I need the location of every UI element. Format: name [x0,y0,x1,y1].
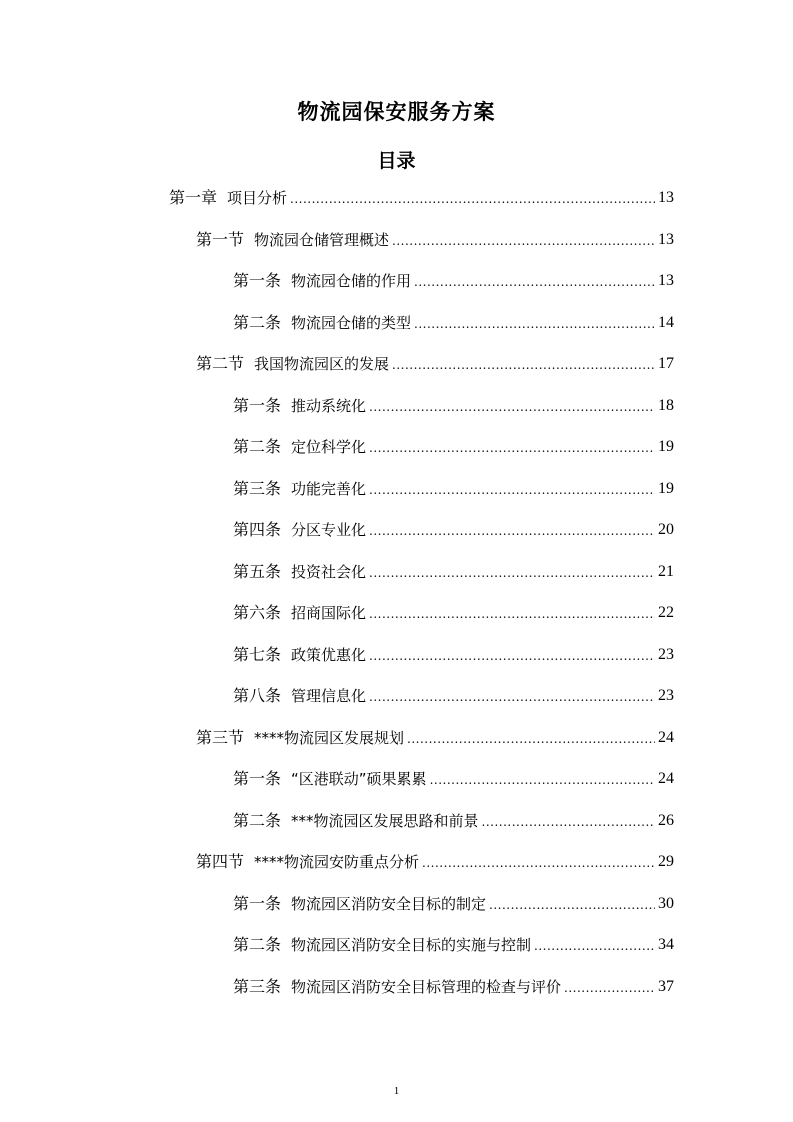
toc-entry[interactable] [233,517,674,543]
toc-dot-leader [369,600,655,626]
toc-dot-leader [534,932,655,958]
toc-entry[interactable] [233,642,674,668]
toc-entry[interactable] [233,932,674,958]
toc-entry-text: 分区专业化 [291,521,367,539]
document-title: 物流园保安服务方案 [297,100,496,124]
toc-entry[interactable] [196,725,674,751]
toc-entry-page: 13 [658,189,674,206]
toc-entry-number: 第一章 [169,188,218,207]
toc-entry-page: 24 [658,729,674,746]
toc-dot-leader [290,185,655,211]
toc-entry-text: 物流园区消防安全目标的制定 [291,895,487,913]
toc-entry-page: 37 [658,978,674,995]
toc-dot-leader [369,517,655,543]
toc-entry-page: 29 [658,853,674,870]
toc-entry[interactable] [233,891,674,917]
toc-entry-page: 19 [658,438,674,455]
toc-entry[interactable] [233,310,674,336]
toc-dot-leader [369,434,655,460]
toc-entry-page: 18 [658,397,674,414]
toc-entry-number: 第七条 [233,645,282,664]
toc-entry-number: 第一条 [233,271,282,290]
toc-entry[interactable] [196,351,674,377]
toc-dot-leader [430,766,655,792]
toc-entry-number: 第一节 [196,230,245,249]
toc-entry[interactable] [196,849,674,875]
toc-dot-leader [414,268,655,294]
toc-entry-text: ***物流园区发展思路和前景 [291,812,479,830]
toc-entry-text: 项目分析 [227,189,288,207]
toc-entry-page: 24 [658,770,674,787]
toc-entry-text: 定位科学化 [291,438,367,456]
toc-dot-leader [564,974,655,1000]
toc-entry-text: 我国物流园区的发展 [254,355,390,373]
toc-entry-page: 21 [658,563,674,580]
toc-entry-text: 物流园区消防安全目标的实施与控制 [291,936,532,954]
toc-entry-number: 第一条 [233,769,282,788]
toc-dot-leader [369,642,655,668]
toc-entry-number: 第一条 [233,396,282,415]
toc-entry-number: 第二节 [196,354,245,373]
toc-entry-text: 物流园仓储的类型 [291,314,412,332]
toc-entry-page: 23 [658,687,674,704]
toc-entry-text: 物流园区消防安全目标管理的检查与评价 [291,978,562,996]
toc-entry-page: 23 [658,646,674,663]
toc-entry-page: 30 [658,895,674,912]
toc-entry-number: 第五条 [233,562,282,581]
toc-entry-number: 第四节 [196,852,245,871]
toc-entry[interactable] [233,974,674,1000]
toc-entry-text: “区港联动”硕果累累 [291,770,427,788]
toc-dot-leader [392,351,655,377]
toc-entry-number: 第三条 [233,977,282,996]
toc-entry-text: ****物流园区发展规划 [254,729,405,747]
toc-entry-page: 17 [658,355,674,372]
toc-entry[interactable] [233,393,674,419]
toc-entry[interactable] [233,476,674,502]
toc-dot-leader [482,808,655,834]
page-number: 1 [393,1085,400,1097]
toc-entry-number: 第二条 [233,811,282,830]
toc-heading: 目录 [377,150,416,172]
toc-dot-leader [489,891,655,917]
toc-entry-number: 第一条 [233,894,282,913]
toc-dot-leader [392,227,655,253]
toc-entry-page: 22 [658,604,674,621]
toc-entry-number: 第三条 [233,479,282,498]
toc-dot-leader [407,725,655,751]
toc-entry-text: 招商国际化 [291,604,367,622]
toc-entry-text: 物流园仓储的作用 [291,272,412,290]
toc-entry[interactable] [196,227,674,253]
toc-entry-text: 投资社会化 [291,563,367,581]
toc-entry-number: 第四条 [233,520,282,539]
toc-entry-text: 管理信息化 [291,687,367,705]
toc-entry-number: 第八条 [233,686,282,705]
toc-entry[interactable] [169,185,674,211]
toc-entry-page: 34 [658,936,674,953]
toc-entry-number: 第三节 [196,728,245,747]
toc-entry-page: 26 [658,812,674,829]
toc-dot-leader [369,559,655,585]
toc-entry[interactable] [233,434,674,460]
toc-entry-number: 第二条 [233,935,282,954]
toc-dot-leader [414,310,655,336]
toc-entry-page: 13 [658,231,674,248]
toc-entry[interactable] [233,766,674,792]
toc-entry-text: ****物流园安防重点分析 [254,853,420,871]
toc-entry[interactable] [233,268,674,294]
toc-entry[interactable] [233,683,674,709]
toc-entry-text: 功能完善化 [291,480,367,498]
toc-entry-page: 19 [658,480,674,497]
toc-entry-number: 第二条 [233,437,282,456]
toc-entry-page: 14 [658,314,674,331]
toc-entry-number: 第六条 [233,603,282,622]
toc-entry-text: 政策优惠化 [291,646,367,664]
toc-dot-leader [369,393,655,419]
toc-entry-page: 13 [658,272,674,289]
toc-entry-text: 推动系统化 [291,397,367,415]
toc-entry-text: 物流园仓储管理概述 [254,231,390,249]
toc-entry[interactable] [233,808,674,834]
toc-dot-leader [369,476,655,502]
toc-dot-leader [369,683,655,709]
toc-dot-leader [422,849,655,875]
toc-entry[interactable] [233,600,674,626]
toc-entry-number: 第二条 [233,313,282,332]
toc-entry[interactable] [233,559,674,585]
toc-entry-page: 20 [658,521,674,538]
